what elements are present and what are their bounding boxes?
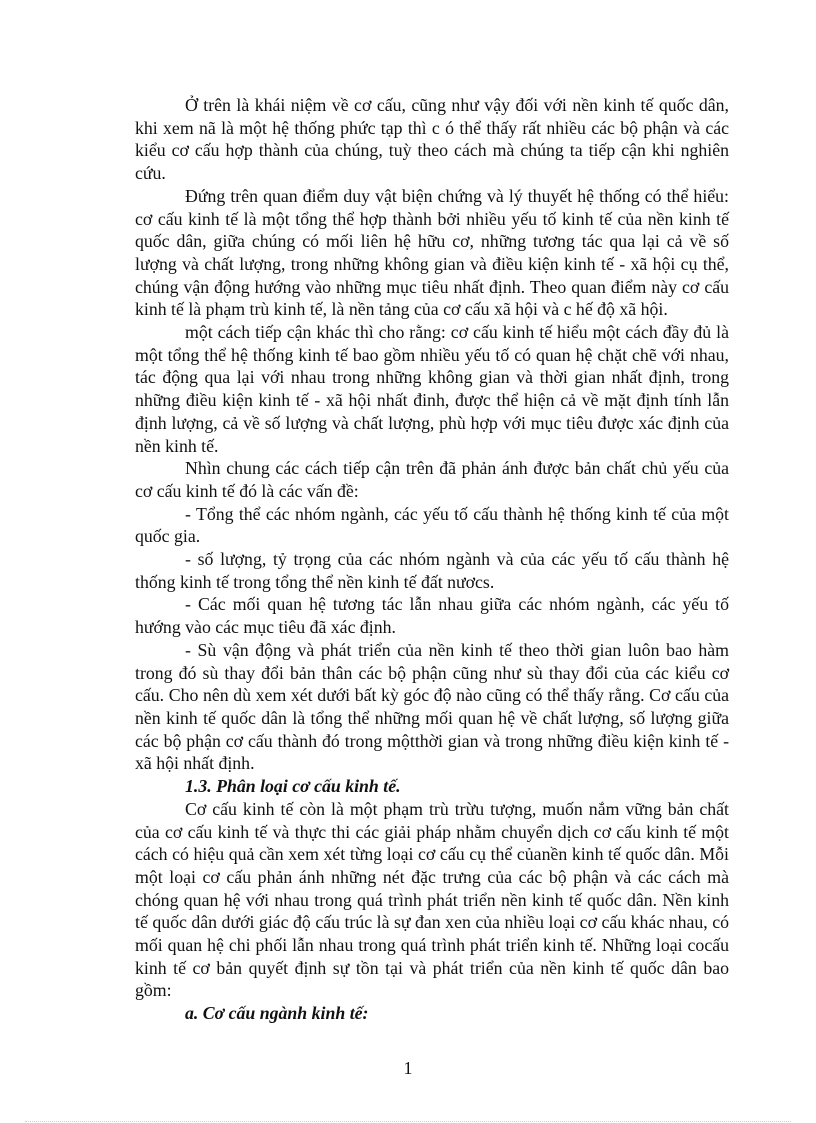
list-item: - số lượng, tỷ trọng của các nhóm ngành và của các yếu tố cấu thành hệ thống kinh tế trong tổng thể nền kinh tế đất nươcs. <box>135 549 729 592</box>
list-item: - Tổng thể các nhóm ngành, các yếu tố cấu thành hệ thống kinh tế của một quốc gia. <box>135 503 729 547</box>
list-item: - Sù vận động và phát triển của nền kinh tế theo thời gian luôn bao hàm trong đó sù thay đổi bản thân các bộ phận cũng như sù thay đổi của các kiểu cơ cấu. Cho nên dù xem xét dưới bất kỳ góc độ nào cũng có thể thấy rằng. Cơ cấu của nền kinh tế quốc dân là tổng thể những mối quan hệ về chất lượng, số lượng giữa các bộ phận cơ cấu thành đó trong mộtthời gian và trong những điều kiện kinh tế - xã hội nhất định. <box>135 639 729 774</box>
section-heading-classification: 1.3. Phân loại cơ cấu kinh tế. <box>185 776 401 797</box>
list-item: - Các mối quan hệ tương tác lẫn nhau giữa các nhóm ngành, các yếu tố hướng vào các mục tiêu đã xác định. <box>135 594 729 638</box>
page-body <box>135 94 729 1025</box>
page-bottom-divider <box>25 1121 791 1122</box>
paragraph-concept-intro: Ở trên là khái niệm về cơ cấu, cũng như vậy đối với nền kinh tế quốc dân, khi xem nã là một hệ thống phức tạp thì c ó thể thấy rất nhiều các bộ phận và các kiểu cơ cấu hợp thành của chúng, tuỳ theo cách mà chúng ta tiếp cận khi nghiên cứu. <box>135 95 729 184</box>
paragraph-classification: Cơ cấu kinh tế còn là một phạm trù trừu tượng, muốn nắm vững bản chất của cơ cấu kinh tế và thực thi các giải pháp nhằm chuyển dịch cơ cấu kinh tế một cách có hiệu quả cần xem xét từng loại cơ cấu cụ thể củanền kinh tế quốc dân. Mỗi một loại cơ cấu phản ánh những nét đặc trưng của các bộ phận và các cách mà chóng quan hệ với nhau trong quá trình phát triển nền kinh tế quốc dân. Nền kinh tế quốc dân dưới giác độ cấu trúc là sự đan xen của nhiều loại cơ cấu khác nhau, có mối quan hệ chi phối lẫn nhau trong quá trình phát triển kinh tế. Những loại cocấu kinh tế cơ bản quyết định sự tồn tại và phát triển của nền kinh tế quốc dân bao gồm: <box>135 798 729 1001</box>
paragraph-summary: Nhìn chung các cách tiếp cận trên đã phản ánh được bản chất chủ yếu của cơ cấu kinh tế đó là các vấn đề: <box>135 458 729 501</box>
page-number: 1 <box>403 1058 413 1078</box>
paragraph-dialectical-view: Đứng trên quan điểm duy vật biện chứng và lý thuyết hệ thống có thể hiểu: cơ cấu kinh tế là một tổng thể hợp thành bởi nhiều yếu tố kinh tế của nền kinh tế quốc dân, giữa chúng có mối liên hệ hữu cơ, những tương tác qua lại cả về số lượng và chất lượng, trong những không gian và điều kiện kinh tế - xã hội cụ thể, chúng vận động hướng vào những mục tiêu nhất định. Theo quan điểm này cơ cấu kinh tế là phạm trù kinh tế, là nền tảng của cơ cấu xã hội và c hế độ xã hội. <box>135 185 729 320</box>
paragraph-other-approach: một cách tiếp cận khác thì cho rằng: cơ cấu kinh tế hiểu một cách đầy đủ là một tổng thể hệ thống kinh tế bao gồm nhiều yếu tố có quan hệ chặt chẽ với nhau, tác động qua lại với nhau trong những không gian và thời gian nhất định, trong những điều kiện kinh tế - xã hội nhất đinh, được thể hiện cả về mặt định tính lẫn định lượng, cả về số lượng và chất lượng, phù hợp với mục tiêu được xác định của nền kinh tế. <box>135 322 729 456</box>
subsection-heading-industry-structure: a. Cơ cấu ngành kinh tế: <box>185 1003 369 1024</box>
